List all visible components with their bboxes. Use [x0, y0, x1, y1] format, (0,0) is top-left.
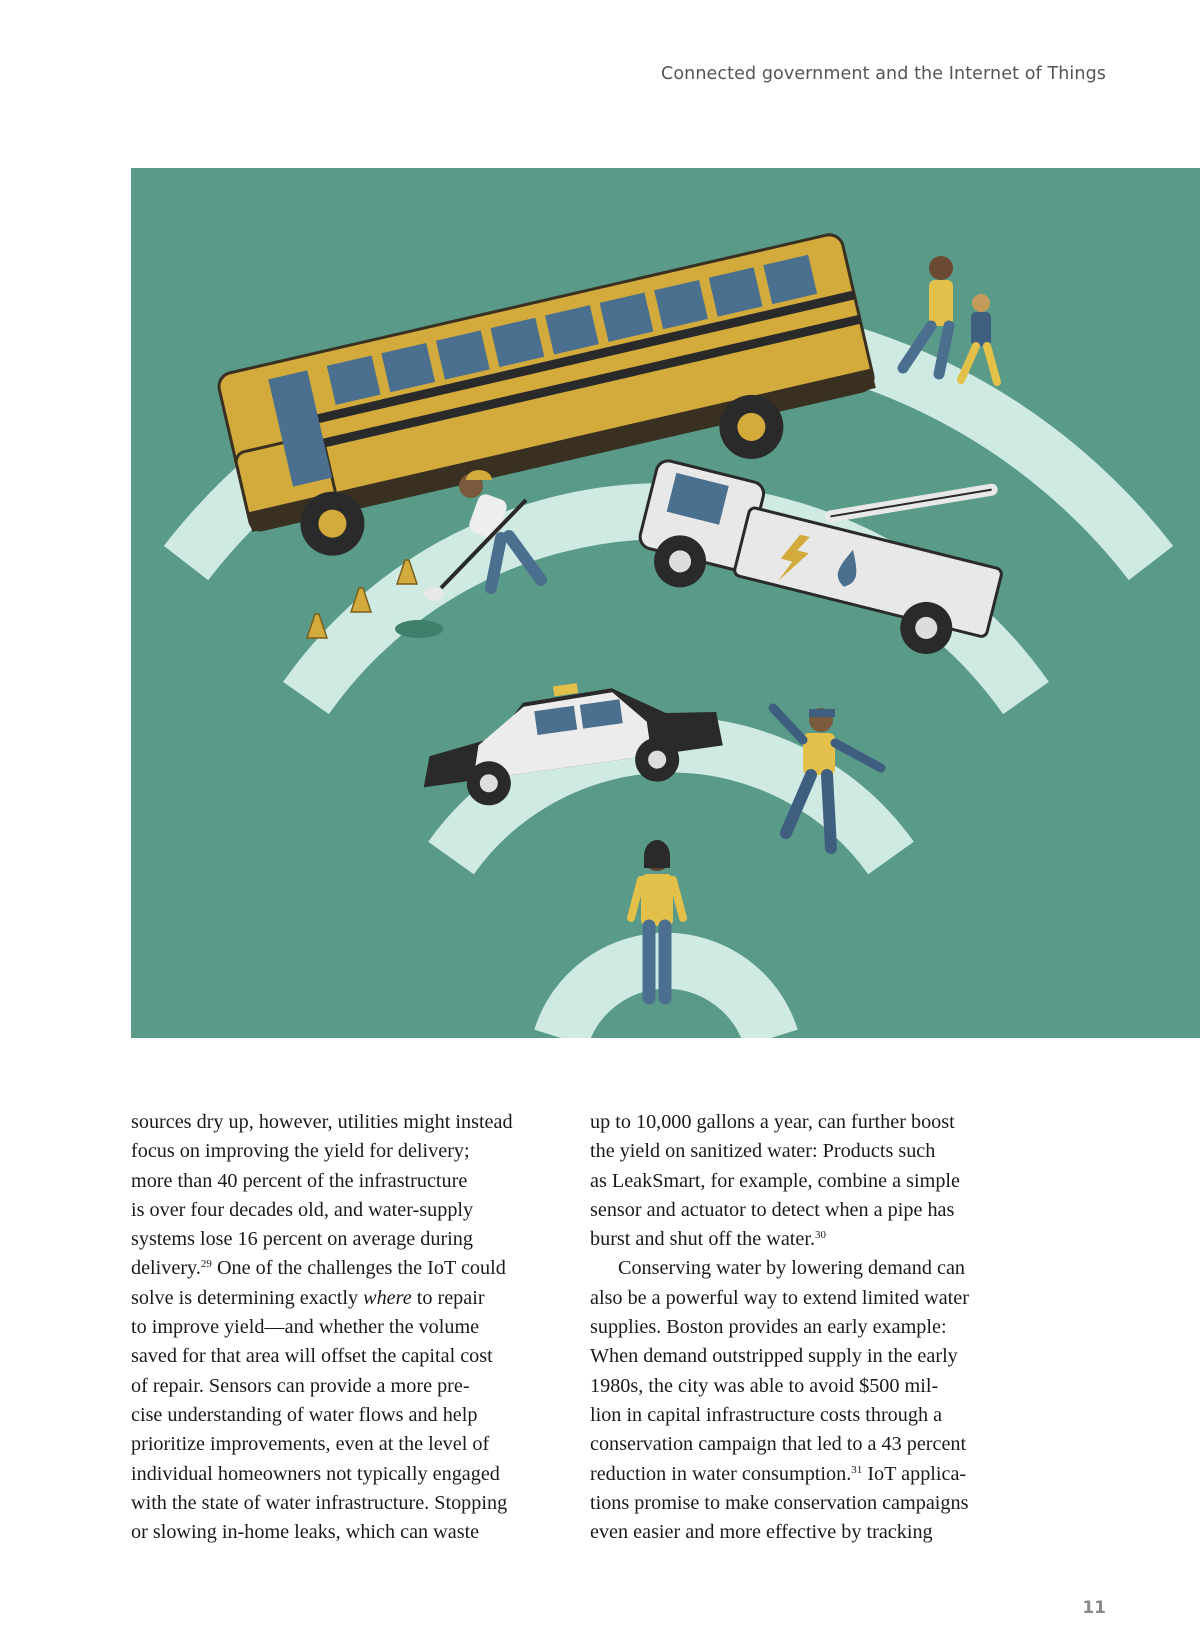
text-line: of repair. Sensors can provide a more pre-: [131, 1374, 470, 1397]
text-line: supplies. Boston provides an early example:: [590, 1316, 947, 1339]
text-line: sensor and actuator to detect when a pipe has: [590, 1198, 955, 1221]
text-line: is over four decades old, and water-supply: [131, 1198, 474, 1221]
endnote-ref-30[interactable]: 30: [815, 1229, 827, 1242]
text-line: even easier and more effective by tracking: [590, 1521, 933, 1544]
text-line: Conserving water by lowering demand can: [618, 1257, 966, 1280]
text-segment: to repair: [411, 1286, 485, 1309]
text-segment: delivery.: [131, 1257, 201, 1280]
text-line: prioritize improvements, even at the level of: [131, 1433, 490, 1456]
paragraph-continued: [590, 1284, 1010, 1548]
page-number: 11: [1082, 1598, 1106, 1618]
text-line: with the state of water infrastructure. Stopping: [131, 1491, 508, 1514]
text-line: [590, 1460, 1010, 1489]
text-line: focus on improving the yield for delivery;: [131, 1140, 470, 1163]
text-line: When demand outstripped supply in the early: [590, 1345, 958, 1368]
text-line: [131, 1254, 551, 1283]
text-line: also be a powerful way to extend limited water: [590, 1286, 969, 1309]
text-line: tions promise to make conservation campaigns: [590, 1491, 969, 1514]
text-line: cise understanding of water flows and help: [131, 1403, 478, 1426]
text-line: sources dry up, however, utilities might instead: [131, 1111, 513, 1133]
body-column-right: [590, 1108, 1010, 1547]
text-segment: One of the challenges the IoT could: [211, 1257, 506, 1280]
text-line: more than 40 percent of the infrastructure: [131, 1169, 468, 1192]
text-segment: IoT applica-: [862, 1462, 967, 1485]
text-line: systems lose 16 percent on average during: [131, 1228, 473, 1251]
text-line: individual homeowners not typically engaged: [131, 1462, 500, 1485]
text-line: up to 10,000 gallons a year, can further boost: [590, 1111, 955, 1133]
paragraph: [590, 1254, 1010, 1283]
text-line: [131, 1284, 551, 1313]
text-line: lion in capital infrastructure costs through a: [590, 1403, 943, 1426]
text-line: saved for that area will offset the capital cost: [131, 1345, 493, 1368]
text-line: the yield on sanitized water: Products such: [590, 1140, 936, 1163]
text-line: as LeakSmart, for example, combine a simple: [590, 1169, 960, 1192]
text-line: conservation campaign that led to a 43 percent: [590, 1433, 967, 1456]
text-segment: burst and shut off the water.: [590, 1228, 816, 1251]
paragraph: [590, 1108, 1010, 1254]
text-line: to improve yield—and whether the volume: [131, 1316, 480, 1339]
paragraph: [131, 1108, 551, 1547]
endnote-ref-29[interactable]: 29: [200, 1258, 212, 1271]
text-segment: reduction in water consumption.: [590, 1462, 852, 1485]
text-line: or slowing in-home leaks, which can waste: [131, 1521, 480, 1544]
endnote-ref-31[interactable]: 31: [851, 1463, 863, 1476]
text-segment: solve is determining exactly: [131, 1286, 364, 1309]
text-line: [590, 1225, 1010, 1254]
running-header: Connected government and the Internet of Things: [661, 64, 1106, 84]
iot-city-illustration: [131, 168, 1200, 1038]
body-column-left: [131, 1108, 551, 1547]
emphasis: where: [363, 1286, 412, 1309]
illustration: [131, 168, 1200, 1038]
text-line: 1980s, the city was able to avoid $500 mil-: [590, 1374, 939, 1397]
